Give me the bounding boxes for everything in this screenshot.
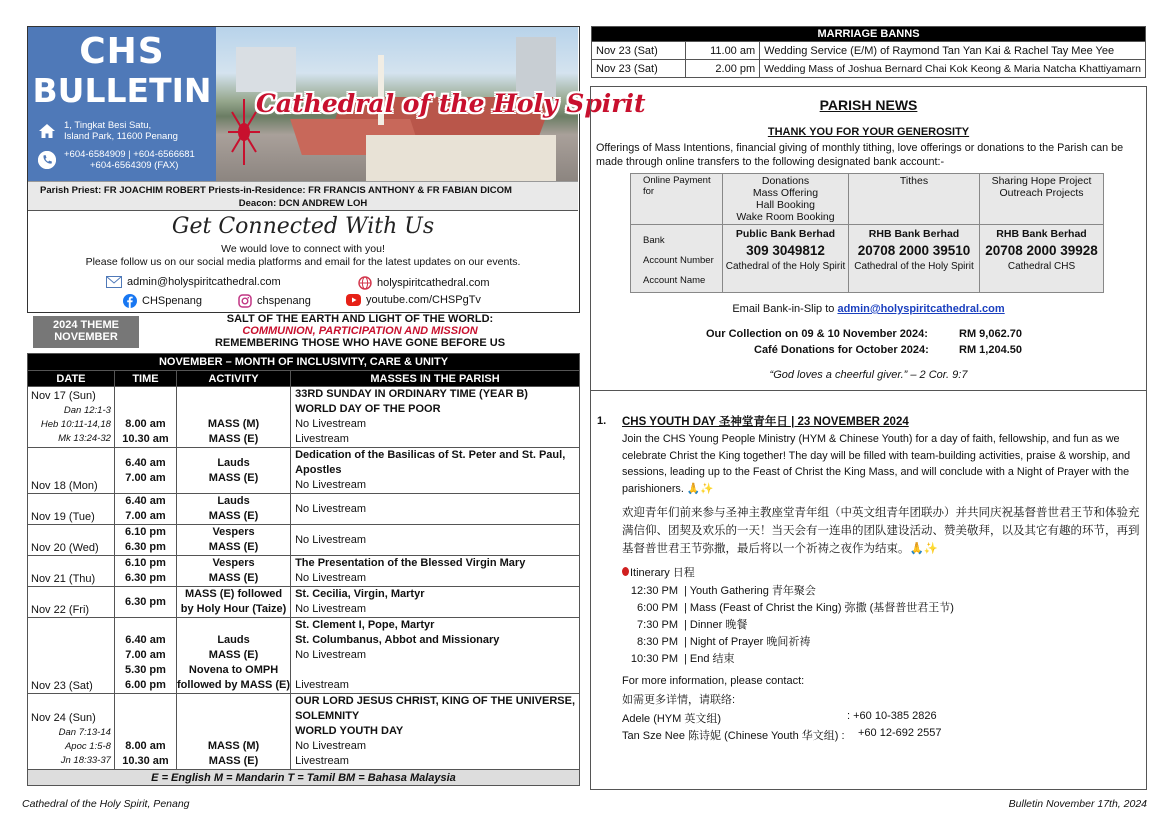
itinerary-item [622,582,816,598]
youtube-icon [346,294,361,306]
donations-purposes [723,174,849,225]
activity-text: MASS (M) [207,418,260,430]
mass-text: SOLEMNITY [295,710,360,722]
activity-text: Novena to OMPH [188,664,279,676]
cathedral-title: Cathedral of the Holy Spirit [256,89,646,118]
table-row [28,556,580,587]
item-number: 1. [597,415,607,427]
mass-text: Apostles [295,464,342,476]
reading-ref: Heb 10:11-14,18 [40,419,111,430]
bank-in-email-link[interactable]: admin@holyspiritcathedral.com [837,303,1005,315]
row-activity [177,587,291,618]
activity-text: followed by MASS (E) [177,679,291,691]
row-date: Nov 20 (Wed) [28,525,115,556]
table-row [592,42,1146,60]
itinerary-text: | Youth Gathering 青年聚会 [684,585,816,597]
row-time [114,587,176,618]
activity-text: MASS (E) [208,649,259,661]
account-name: Cathedral CHS [1007,261,1076,272]
address-line-1: 1, Tingkat Besi Satu, [64,120,152,131]
time-text: 6.00 pm [124,679,166,691]
row-activity [177,494,291,525]
account-3 [980,225,1104,293]
row-time [114,694,176,770]
theme-label-year: 2024 THEME [52,319,120,331]
pin-icon [622,567,629,576]
itinerary-heading [622,564,695,580]
activity-text: MASS (E) [208,541,259,553]
outreach-purposes [980,174,1104,225]
account-number: 309 3049812 [746,243,825,258]
contact-name: Adele (HYM 英文组) [622,713,722,725]
row-date [28,694,115,770]
mass-text: No Livestream [295,502,366,515]
contact-youtube[interactable] [346,294,481,306]
globe-icon [358,276,372,290]
row-mass [291,587,580,618]
itinerary-item [622,616,747,632]
row-activity [177,448,291,494]
table-row [28,694,580,770]
marriage-banns-table [591,26,1146,78]
bank-name: RHB Bank Berhad [996,228,1087,240]
mass-text: No Livestream [295,479,366,491]
activity-text: by Holy Hour (Taize) [180,603,287,615]
time-text: 8.00 am [125,418,166,430]
banns-date: Nov 23 (Sat) [592,60,686,78]
table-row [631,225,1104,293]
mass-text: Livestream [295,755,349,767]
address-line-2: Island Park, 11600 Penang [64,131,178,142]
mass-text: No Livestream [295,533,366,546]
reading-ref: Dan 7:13-14 [58,727,111,738]
reading-ref: Jn 18:33-37 [60,755,111,766]
reading-ref: Mk 13:24-32 [58,433,111,444]
table-row [28,494,580,525]
account-name-label: Account Name [643,275,706,286]
offerings-text: Offerings of Mass Intentions, financial giving of monthly tithing, love offerings or donations to the Parish can be made through online transfers to the following designated bank account:- [596,142,1124,168]
contact-phone[interactable]: : +60 10-385 2826 [847,710,937,722]
contact-email[interactable] [106,276,281,288]
row-mass [291,448,580,494]
purpose-text: Hall Booking [756,199,815,211]
activity-text: MASS (E) [208,755,259,767]
row-activity [177,556,291,587]
contact-person [622,710,937,726]
account-number: 20708 2000 39510 [857,243,971,258]
youth-description-zh: 欢迎青年们前来参与圣神主教座堂青年组（中英文组青年团联办）并共同庆祝基督普世君王节和体验充满信仰、团契及欢乐的一天！当天会有一连串的团队建设活动、赞美敬拜，以及其它有趣的环节，再到基督普世君王节弥撒，最后将以一个祈祷之夜作为结束。🙏✨ [622,505,1140,555]
masthead-bulletin: BULLETIN [32,71,212,110]
activity-text: Vespers [212,557,255,569]
row-mass [291,494,580,525]
online-payment-label: Online Payment for [631,174,723,225]
row-mass [291,525,580,556]
table-row [28,525,580,556]
account-1 [723,225,849,293]
purpose-text: Wake Room Booking [736,211,835,223]
account-name: Cathedral of the Holy Spirit [725,261,846,272]
activity-text: MASS (E) [208,471,259,484]
row-mass [291,618,580,694]
time-text: 6.30 pm [124,595,166,608]
mass-text: OUR LORD JESUS CHRIST, KING OF THE UNIVERSE, [295,695,575,707]
time-text: 7.00 am [125,471,166,484]
footer-right: Bulletin November 17th, 2024 [1008,798,1147,810]
connect-title: Get Connected With Us [171,214,435,239]
reading-ref: Apoc 1:5-8 [64,741,111,752]
footer-left: Cathedral of the Holy Spirit, Penang [22,798,190,810]
connect-subtitle-2: Please follow us on our social media platforms and email for the latest updates on our events. [85,256,521,268]
masthead [28,27,216,181]
schedule-header-row [28,371,580,387]
banns-title: MARRIAGE BANNS [592,27,1146,42]
bank-in-slip-text: Email Bank-in-Slip to [732,303,835,315]
phone-numbers [64,149,195,171]
itinerary-time: 10:30 PM [630,653,678,665]
contact-phone[interactable]: +60 12-692 2557 [858,727,942,739]
cafe-label: Café Donations for October 2024: [754,344,929,356]
mass-text: St. Cecilia, Virgin, Martyr [295,588,425,600]
contact-instagram-text[interactable]: chspenang [257,295,311,307]
instagram-icon [238,294,252,308]
parish-news-title: PARISH NEWS [819,97,918,113]
mass-text [295,387,575,402]
mass-text: The Presentation of the Blessed Virgin Mary [295,557,526,569]
contact-instagram[interactable] [238,294,311,308]
itinerary-text: | End 结束 [684,653,735,665]
mass-text: WORLD YOUTH DAY [295,725,404,737]
itinerary-text: | Night of Prayer 晚间祈祷 [684,636,811,648]
table-row [28,587,580,618]
bank-account-table [630,173,1104,293]
contact-person [622,727,942,743]
row-mass [291,556,580,587]
collection-value: RM 9,062.70 [959,328,1022,340]
date-text: Nov 24 (Sun) [31,712,96,724]
activity-text: Vespers [212,526,255,538]
row-activity [177,525,291,556]
time-text: 10.30 am [122,433,169,445]
banns-time: 11.00 am [685,42,760,60]
time-text: 8.00 am [125,740,166,752]
activity-text: MASS (E) [208,572,259,584]
mass-text: No Livestream [295,418,366,430]
schedule-banner: NOVEMBER – MONTH OF INCLUSIVITY, CARE & UNITY [28,354,580,371]
col-header-activity: ACTIVITY [177,371,291,387]
itinerary-label: Itinerary 日程 [630,567,695,579]
row-activity [177,618,291,694]
row-time [114,618,176,694]
row-date: Nov 23 (Sat) [28,618,115,694]
itinerary-time: 7:30 PM [637,619,678,631]
mass-text: Dedication of the Basilicas of St. Peter and St. Paul, [295,449,566,461]
phone-line-2: +604-6564309 (FAX) [90,160,179,171]
mass-text: No Livestream [295,572,366,584]
account-number-label: Account Number [643,255,714,266]
connect-subtitle-1: We would love to connect with you! [221,243,385,255]
reading-ref: Dan 12:1-3 [63,405,111,416]
bank-label: Bank [643,235,665,246]
tithes-purpose: Tithes [849,174,980,225]
mass-spacer [295,663,575,678]
date-text: Nov 17 (Sun) [31,390,96,402]
language-legend: E = English M = Mandarin T = Tamil BM = Bahasa Malaysia [28,770,580,786]
row-time [114,556,176,587]
itinerary-item [622,599,954,615]
time-text: 6.10 pm [124,557,166,569]
purpose-text: Donations [761,175,810,187]
mass-schedule-table [27,353,580,786]
contact-website[interactable] [358,276,490,290]
table-row [28,618,580,694]
facebook-icon [123,294,137,308]
activity-text: MASS (E) [208,510,259,522]
row-mass [291,694,580,770]
contact-info-zh: 如需更多详情，请联络: [622,694,736,706]
banns-desc: Wedding Mass of Joshua Bernard Chai Kok Keong & Maria Natcha Khattiyamarn [760,60,1146,78]
col-header-masses: MASSES IN THE PARISH [291,371,580,387]
row-date: Nov 21 (Thu) [28,556,115,587]
mass-text: St. Clement I, Pope, Martyr [295,619,435,631]
purpose-text: Sharing Hope Project [991,175,1092,187]
clergy-bar [28,181,578,211]
theme-text [140,313,580,349]
table-row [592,60,1146,78]
youth-day-section [590,391,1147,790]
theme-label-month: NOVEMBER [54,331,118,343]
activity-text: MASS (E) followed [184,588,283,600]
row-date [28,387,115,448]
table-row [28,448,580,494]
clergy-line-1: Parish Priest: FR JOACHIM ROBERT Priests-in-Residence: FR FRANCIS ANTHONY & FR FABIAN DICOM [40,185,512,196]
table-row [631,174,1104,225]
itinerary-time: 8:30 PM [637,636,678,648]
bank-name: RHB Bank Berhad [868,228,960,240]
masthead-chs: CHS [79,31,165,72]
row-time [114,387,176,448]
phone-line-1: +604-6584909 | +604-6566681 [64,149,195,160]
parish-news-section [590,86,1147,391]
row-time [114,448,176,494]
col-header-time: TIME [114,371,176,387]
account-number: 20708 2000 39928 [985,243,1098,258]
banns-desc: Wedding Service (E/M) of Raymond Tan Yan Kai & Rachel Tay Mee Yee [760,42,1146,60]
theme-line-3: REMEMBERING THOSE WHO HAVE GONE BEFORE US [214,337,506,349]
row-date: Nov 19 (Tue) [28,494,115,525]
time-text: 6.30 pm [124,572,166,584]
mass-text: Livestream [295,679,349,691]
theme-label [33,316,139,348]
contact-facebook[interactable] [123,294,202,308]
generosity-heading: THANK YOU FOR YOUR GENEROSITY [767,126,970,138]
youth-day-title: CHS YOUTH DAY 圣神堂青年日 | 23 NOVEMBER 2024 [622,416,909,428]
time-text: 6.40 am [125,495,166,507]
row-mass [291,387,580,448]
collection-label: Our Collection on 09 & 10 November 2024: [706,328,928,340]
banns-date: Nov 23 (Sat) [592,42,686,60]
time-text: 7.00 am [125,649,166,661]
clergy-line-2: Deacon: DCN ANDREW LOH [238,198,368,209]
phone-icon [38,151,56,169]
mass-text: No Livestream [295,740,366,752]
purpose-text: Mass Offering [752,187,819,199]
youth-description-en: Join the CHS Young People Ministry (HYM & Chinese Youth) for a day of faith, fellowship, and fun as we celebrate Christ the King together! The day will be filled with team-building activities, praise & worship, and sessions, leading up to the Feast of Christ the King Mass, and will conclude with a Night of Prayer with the parishioners. 🙏✨ [622,433,1131,495]
contact-youtube-text[interactable]: youtube.com/CHSPgTv [366,294,481,306]
account-labels [631,225,723,293]
mass-text: WORLD DAY OF THE POOR [295,403,441,415]
row-time [114,525,176,556]
time-text: 6.40 am [125,456,166,469]
activity-text: Lauds [217,634,250,646]
itinerary-time: 6:00 PM [637,602,678,614]
time-text: 10.30 am [122,755,169,767]
banns-time: 2.00 pm [685,60,760,78]
col-header-date: DATE [28,371,115,387]
mass-text: No Livestream [295,649,366,661]
activity-text: Lauds [217,456,250,469]
contact-info-en: For more information, please contact: [622,675,805,687]
account-name: Cathedral of the Holy Spirit [854,261,974,272]
contact-facebook-text[interactable]: CHSpenang [142,295,202,307]
row-date: Nov 18 (Mon) [28,448,115,494]
connect-section [28,212,578,312]
account-2 [849,225,980,293]
contact-website-text[interactable]: holyspiritcathedral.com [377,277,490,289]
row-time [114,494,176,525]
table-row [28,387,580,448]
mass-text: No Livestream [295,603,366,615]
contact-name: Tan Sze Nee 陈诗妮 (Chinese Youth 华文组) : [622,730,845,742]
itinerary-item [622,633,810,649]
activity-text: MASS (M) [207,740,260,752]
time-text: 5.30 pm [124,664,166,676]
mass-title: 33RD SUNDAY IN ORDINARY TIME (YEAR B) [295,388,528,400]
scripture-verse: “God loves a cheerful giver.” – 2 Cor. 9:7 [769,369,968,381]
time-text: 7.00 am [125,510,166,522]
theme-line-1: SALT OF THE EARTH AND LIGHT OF THE WORLD: [226,313,494,325]
row-activity [177,387,291,448]
time-text: 6.30 pm [124,541,166,553]
time-text: 6.10 pm [124,526,166,538]
theme-line-2: COMMUNION, PARTICIPATION AND MISSION [242,325,478,337]
contact-email-text[interactable]: admin@holyspiritcathedral.com [127,276,281,288]
address [64,120,178,142]
activity-text: MASS (E) [208,433,259,445]
row-date: Nov 22 (Fri) [28,587,115,618]
bank-name: Public Bank Berhad [735,228,836,240]
itinerary-text: | Mass (Feast of Christ the King) 弥撒 (基督普世君王节) [684,602,954,614]
mail-icon [106,276,122,288]
cafe-value: RM 1,204.50 [959,344,1022,356]
mass-text: St. Columbanus, Abbot and Missionary [295,634,500,646]
mass-text: Livestream [295,433,349,445]
activity-text: Lauds [217,495,250,507]
purpose-text: Outreach Projects [999,187,1084,199]
row-activity [177,694,291,770]
time-text: 6.40 am [125,634,166,646]
itinerary-time: 12:30 PM [630,585,678,597]
home-icon [38,123,56,139]
bank-in-slip-line [591,303,1146,315]
itinerary-item [622,650,735,666]
itinerary-text: | Dinner 晚餐 [684,619,748,631]
